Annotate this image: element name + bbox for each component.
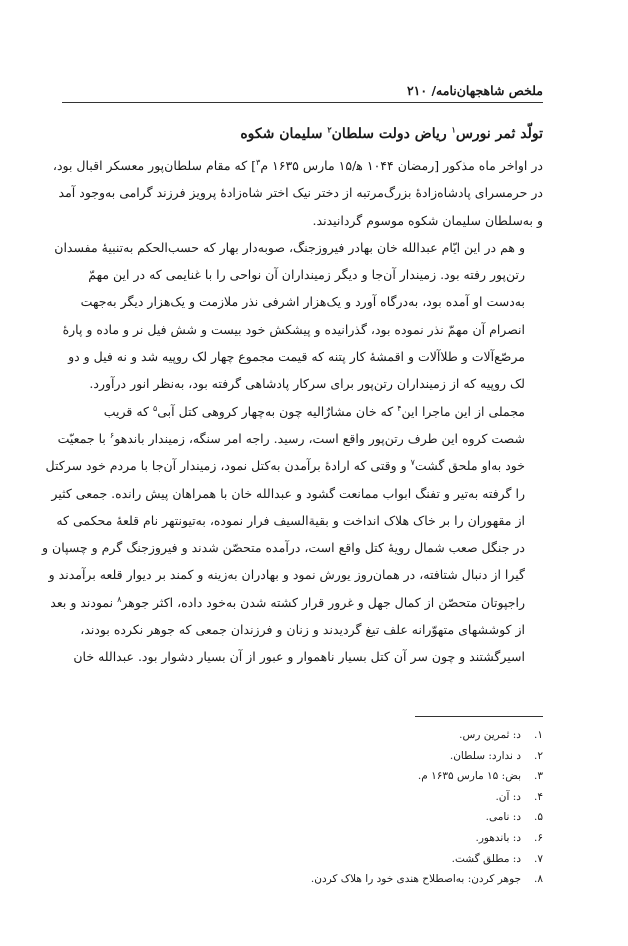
text-line: گیرا از دنبال شتافته، در همان‌روز یورش نمود و بهادران به‌زینه و کمند بر دیوار قلعه برآمدند و <box>48 567 525 583</box>
text-line: راجپوتان متحصّن از کمال جهل و غرور قرار کشته شدن به‌خود داده، اکثر جوهر$^۸$ نمودند و بعد <box>50 594 525 610</box>
heading-part-2: ریاض دولت سلطان <box>331 126 452 142</box>
footnote-number: ۵. <box>534 811 543 824</box>
footnote-number: ۸. <box>534 873 543 886</box>
footnote-text: بض: ۱۵ مارس ۱۶۳۵ م. <box>417 770 521 783</box>
footnotes <box>62 725 543 890</box>
text-line: انصرام آن مهمّ نذر نموده بود، گذرانیده و پیشکش خود بیست و شش فیل نر و ماده و پارهٔ <box>62 321 525 337</box>
footnote-text: جوهر کردن: به‌اصطلاح هندی خود را هلاک کردن. <box>310 873 521 886</box>
text-line: مرصّع‌آلات و طلاآلات و اقمشهٔ کار پتنه که قیمت مجموع چهار لک روپیه شد و نه فیل و دو <box>68 349 525 365</box>
paragraph-3 <box>42 398 543 671</box>
footnote-number: ۱. <box>534 729 543 741</box>
text-line: در حرمسرای پادشاه‌زادهٔ بزرگ‌مرتبه از دختر نیک اختر شاه‌زادهٔ پرویز فرزند گرامی به‌وجود آمد <box>58 185 543 201</box>
footnote-text: د: باندهور. <box>475 831 521 844</box>
text-line: در جنگل صعب شمال رویهٔ کتل واقع است، درآمده متحصّن شدند و فیروزجنگ گرم و چسپان و <box>42 540 525 556</box>
running-head: ملخص شاهجهان‌نامه/ ۲۱۰ <box>62 82 543 103</box>
footnote-ref-3: ۳ <box>256 157 261 167</box>
text-line: و به‌سلطان سلیمان شکوه موسوم گردانیدند. <box>312 212 543 228</box>
footnote <box>62 849 543 870</box>
heading-part-3: سلیمان شکوه <box>240 126 328 142</box>
footnote <box>62 828 543 849</box>
footnote-ref-5: ۵ <box>152 403 158 413</box>
body-text <box>42 152 543 671</box>
footnote-text: د: ثمرین رس. <box>459 729 521 741</box>
footnote-text: د ندارد: سلطان. <box>449 749 521 762</box>
paragraph-2 <box>54 234 543 398</box>
text-line: اسیرگشتند و چون سر آن کتل بسیار ناهموار و عبور از آن بسیار دشوار بود. عبدالله خان <box>73 649 525 665</box>
footnote-number: ۲. <box>534 749 543 762</box>
footnote-number: ۶. <box>534 831 543 844</box>
footnote-ref-4: ۴ <box>397 403 402 413</box>
text-line: مجملی از این ماجرا این$^۴$ که خان مشارٌالیه چون به‌چهار کروهی کتل آبی$^۵$ که قریب <box>103 403 525 419</box>
footnote-ref-7: ۷ <box>410 458 415 468</box>
text-line: رتن‌پور رفته بود. زمیندار آن‌جا و دیگر زمینداران آن نواحی را با غنایمی که در این مهمّ <box>88 267 525 283</box>
text-line: خود به‌او ملحق گشت$^۷$ و وقتی که ارادهٔ برآمدن به‌کتل نمود، زمیندار آن‌جا با مردم خود سرکتل <box>45 458 525 474</box>
text-line: از کوششهای متهوّرانه علف تیغ گردیدند و زنان و فرزندان جمعی که جوهر نکرده بودند، <box>80 622 525 638</box>
footnote <box>62 807 543 828</box>
footnote <box>62 746 543 767</box>
footnote-text: د: آن. <box>495 790 521 803</box>
footnote-ref-8: ۸ <box>117 594 122 604</box>
footnote-number: ۷. <box>534 852 543 865</box>
footnote-text: د: مطلق گشت. <box>451 852 521 865</box>
footnote-number: ۳. <box>534 770 543 783</box>
text-line: لک روپیه که از زمینداران رتن‌پور برای سرکار پادشاهی گرفته بود، به‌نظر انور درآورد. <box>89 376 525 392</box>
book-page <box>42 0 543 946</box>
paragraph-1 <box>52 152 543 234</box>
text-line: به‌دست او آمده بود، به‌درگاه آورد و یک‌هزار اشرفی نذر ملازمت و یک‌هزار دیگر به‌جهت <box>80 294 525 310</box>
footnote <box>62 869 543 890</box>
text-line: در اواخر ماه مذکور [رمضان ۱۰۴۴ ه‍/۱۵ مارس ۱۶۳۵ م$^۳$] که مقام سلطان‌پور معسکر اقبال بود، <box>52 157 543 173</box>
footnote-text: د: نامی. <box>485 811 521 824</box>
footnote-ref-6: ۶ <box>109 430 115 440</box>
footnote <box>62 766 543 787</box>
footnote-ref-2: ۲ <box>327 124 332 135</box>
text-line: از مقهوران را بر خاک هلاک انداخت و بقیةالسیف فرار نموده، به‌تیونتهر نام قلعهٔ محکمی که <box>56 512 525 528</box>
footnote <box>62 725 543 746</box>
text-line: شصت کروه این طرف رتن‌پور واقع است، رسید. راجه امر سنگه، زمیندار باندهو$^۶$ با جمعیّت <box>57 430 525 446</box>
heading-part-1: تولّد ثمر نورس <box>455 126 543 142</box>
footnote-separator <box>415 716 543 717</box>
text-line: و هم در این ایّام عبدالله خان بهادر فیروزجنگ، صوبه‌دار بهار که حسب‌الحکم به‌تنبیهٔ مفسدان <box>54 239 525 255</box>
footnote-ref-1: ۱ <box>451 124 456 135</box>
footnote <box>62 787 543 808</box>
footnote-number: ۴. <box>534 790 543 803</box>
text-line: را گرفته به‌تیر و تفنگ ابواب ممانعت گشود و عبدالله خان با همراهان پیش رانده. جمعی کثیر <box>51 485 525 501</box>
section-heading <box>62 123 543 145</box>
